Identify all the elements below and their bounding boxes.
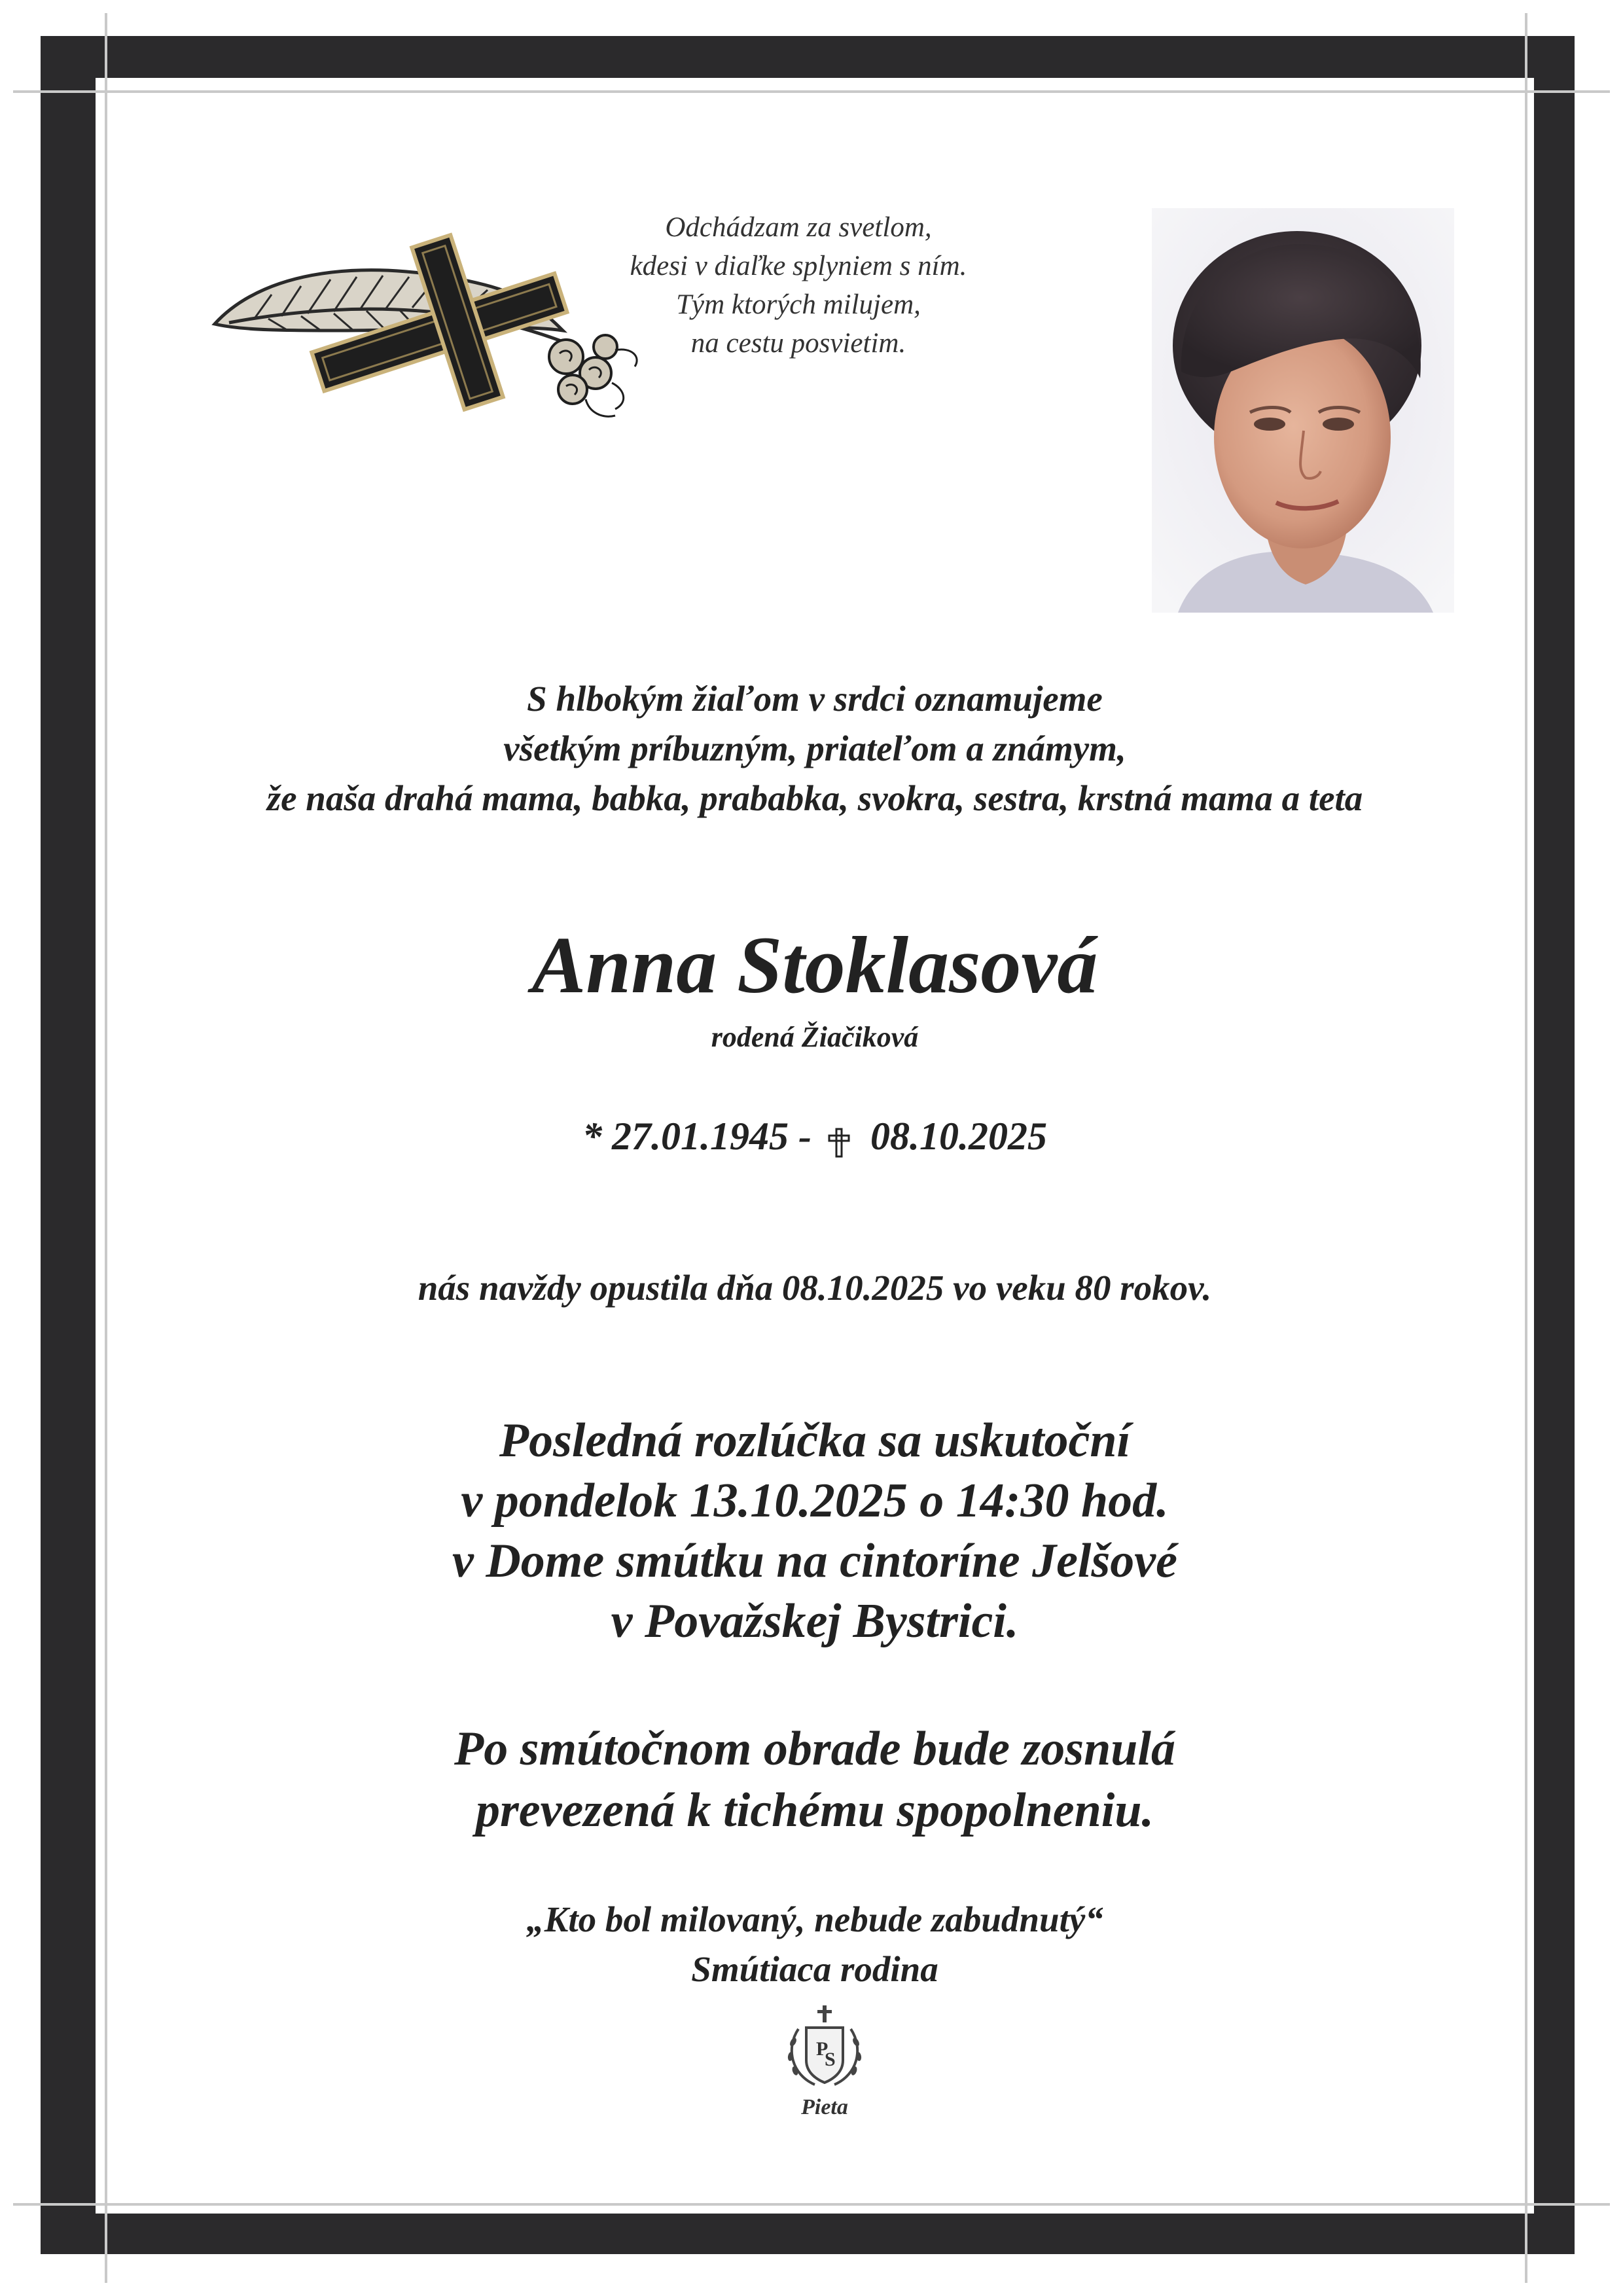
memorial-verse bbox=[576, 208, 1021, 363]
cross-icon bbox=[827, 1119, 851, 1149]
deceased-name: Anna Stoklasová bbox=[531, 920, 1098, 1010]
ceremony-line: v pondelok 13.10.2025 o 14:30 hod. bbox=[461, 1474, 1169, 1528]
ceremony-line: v Považskej Bystrici. bbox=[611, 1594, 1019, 1648]
pieta-emblem-icon bbox=[779, 2003, 870, 2094]
monogram-p: P bbox=[816, 2038, 829, 2060]
verse-line: kdesi v diaľke splyniem s ním. bbox=[630, 251, 967, 281]
border-left bbox=[41, 36, 96, 2254]
portrait-photo bbox=[1152, 208, 1454, 613]
death-date: 08.10.2025 bbox=[870, 1115, 1047, 1158]
border-top bbox=[41, 36, 1575, 78]
frame-line-bottom bbox=[13, 2203, 1610, 2206]
ceremony-line: v Dome smútku na cintoríne Jelšové bbox=[452, 1534, 1177, 1588]
logo-text: Pieta bbox=[801, 2095, 848, 2119]
life-dates bbox=[105, 1106, 1525, 1162]
verse-line: na cestu posvietim. bbox=[690, 328, 906, 359]
pieta-logo bbox=[776, 2003, 874, 2127]
border-bottom bbox=[41, 2214, 1575, 2254]
closing bbox=[105, 1895, 1525, 1994]
cremation-line: prevezená k tichému spopolneniu. bbox=[475, 1784, 1154, 1837]
monogram-s: S bbox=[825, 2049, 836, 2070]
frame-line-top bbox=[13, 90, 1610, 93]
cremation-info bbox=[105, 1718, 1525, 1841]
verse-line: Odchádzam za svetlom, bbox=[665, 212, 932, 243]
announcement bbox=[105, 674, 1525, 823]
cremation-line: Po smútočnom obrade bude zosnulá bbox=[454, 1722, 1175, 1776]
verse-line: Tým ktorých milujem, bbox=[676, 289, 921, 320]
signature: Smútiaca rodina bbox=[691, 1949, 938, 1989]
announcement-line: všetkým príbuzným, priateľom a známym, bbox=[503, 728, 1126, 768]
border-right bbox=[1534, 36, 1575, 2254]
ceremony-info bbox=[105, 1410, 1525, 1651]
maiden-name: rodená Žiačiková bbox=[711, 1021, 919, 1053]
frame-line-right bbox=[1525, 13, 1527, 2283]
announcement-line: S hlbokým žiaľom v srdci oznamujeme bbox=[527, 679, 1103, 719]
announcement-line: že naša drahá mama, babka, prababka, svokra, sestra, krstná mama a teta bbox=[266, 778, 1363, 818]
birth-date: * 27.01.1945 - bbox=[582, 1115, 812, 1158]
closing-quote: „Kto bol milovaný, nebude zabudnutý“ bbox=[526, 1899, 1103, 1939]
ceremony-line: Posledná rozlúčka sa uskutoční bbox=[499, 1414, 1131, 1467]
passed-away-text: nás navždy opustila dňa 08.10.2025 vo veku 80 rokov. bbox=[418, 1268, 1212, 1308]
